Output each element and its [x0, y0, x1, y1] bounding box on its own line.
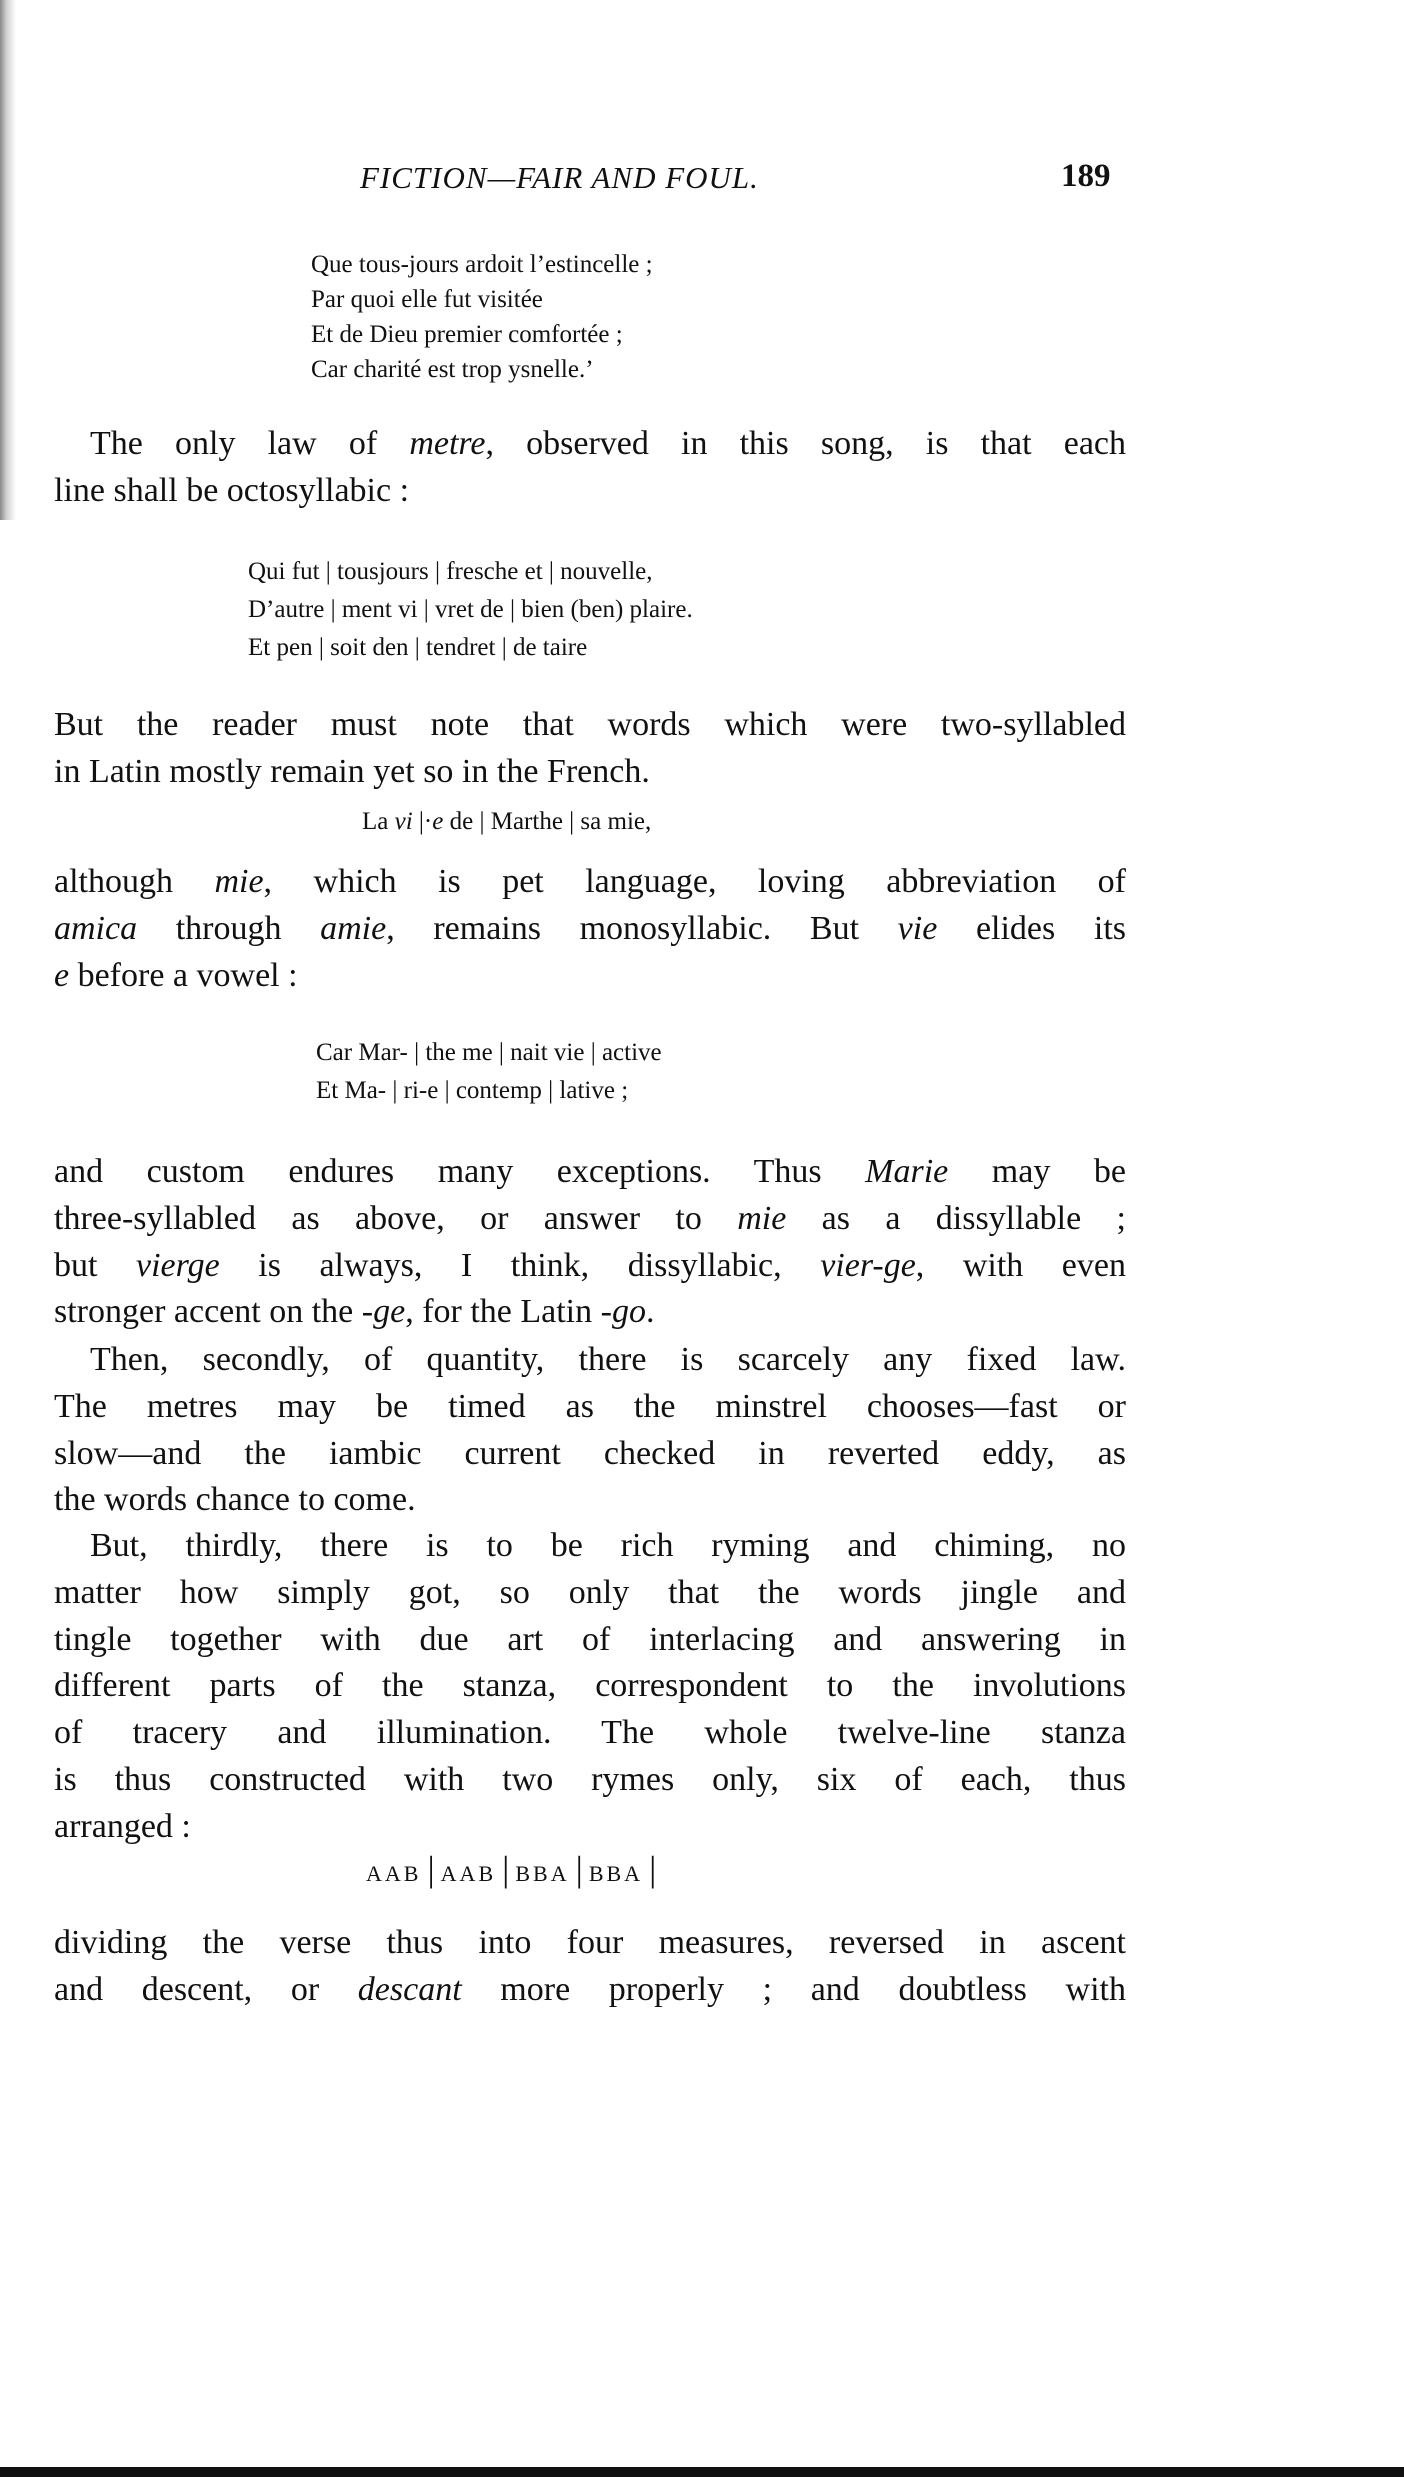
rhyme-measure: BBA — [515, 1861, 570, 1886]
italic-word: -go — [600, 1293, 646, 1331]
text-line: and descent, or descant more properly ; and doubtless with — [54, 1970, 1126, 2008]
scansion-1 — [248, 553, 693, 667]
para-quantity — [54, 1337, 1126, 1524]
verse-line: Par quoi elle fut visitée — [311, 286, 543, 313]
text-line: and custom endures many exceptions. Thus Marie may be — [54, 1153, 1126, 1190]
italic-word: vier-ge — [820, 1246, 916, 1284]
text-line: arranged : — [54, 1807, 191, 1845]
running-title: FICTION—FAIR AND FOUL. — [360, 160, 759, 195]
italic-word: -ge — [361, 1293, 406, 1331]
measure-divider: | — [575, 1849, 583, 1889]
scan-edge-shadow — [0, 0, 16, 520]
italic-word: amica — [54, 909, 138, 947]
para-custom — [54, 1149, 1126, 1336]
text-line: in Latin mostly remain yet so in the French. — [54, 752, 650, 790]
verse-quote — [311, 247, 653, 387]
text-line: matter how simply got, so only that the words jingle and — [54, 1573, 1126, 1611]
para-ryming — [54, 1523, 1126, 1851]
text-line: the words chance to come. — [54, 1481, 416, 1519]
italic-word: Marie — [865, 1153, 949, 1190]
italic-word: mie — [214, 863, 264, 900]
italic-word: amie — [320, 909, 387, 947]
measure-divider: | — [502, 1849, 510, 1889]
text-line: stronger accent on the -ge, for the Latin -go. — [54, 1293, 655, 1331]
italic-word: e — [432, 808, 444, 835]
italic-word: metre — [409, 425, 486, 462]
text-line: but vierge is always, I think, dissyllabic, vier-ge, with even — [54, 1246, 1126, 1284]
verse-line: Et de Dieu premier comfortée ; — [311, 321, 623, 348]
verse-line: Et pen | soit den | tendret | de taire — [248, 634, 588, 661]
verse-line: Qui fut | tousjours | fresche et | nouvelle, — [248, 558, 653, 585]
italic-word: e — [54, 956, 70, 994]
text-line: different parts of the stanza, correspondent to the involutions — [54, 1667, 1126, 1705]
para-metre — [54, 421, 1126, 515]
para-mie — [54, 859, 1126, 999]
text-line: although mie, which is pet language, loving abbreviation of — [54, 863, 1126, 900]
verse-line: La vi |·e de | Marthe | sa mie, — [362, 808, 652, 835]
scan-bottom-edge — [0, 2467, 1404, 2477]
text-line: Then, secondly, of quantity, there is scarcely any fixed law. — [90, 1341, 1126, 1378]
text-line: But the reader must note that words which were two-syllabled — [54, 706, 1126, 743]
italic-word: descant — [357, 1970, 462, 2008]
italic-word: vie — [897, 909, 938, 947]
scansion-2 — [362, 803, 651, 841]
measure-divider: | — [649, 1849, 657, 1889]
text-line: of tracery and illumination. The whole twelve-line stanza — [54, 1714, 1126, 1752]
measure-divider: | — [427, 1849, 435, 1889]
italic-word: vi — [394, 808, 413, 835]
text-line: The only law of metre, observed in this song, is that each — [90, 425, 1126, 462]
text-line: amica through amie, remains monosyllabic. But vie elides its — [54, 909, 1126, 947]
text-line: But, thirdly, there is to be rich ryming and chiming, no — [90, 1527, 1126, 1564]
text-line: e before a vowel : — [54, 956, 298, 994]
italic-word: mie — [737, 1199, 787, 1237]
verse-line: D’autre | ment vi | vret de | bien (ben) plaire. — [248, 596, 693, 623]
text-line: tingle together with due art of interlacing and answering in — [54, 1620, 1126, 1658]
verse-line: Car charité est trop ysnelle.’ — [311, 356, 594, 383]
verse-line: Et Ma- | ri-e | contemp | lative ; — [316, 1077, 629, 1104]
italic-word: vierge — [136, 1246, 220, 1284]
para-reader — [54, 702, 1126, 796]
page-number: 189 — [1061, 158, 1111, 194]
rhyme-measure: BBA — [588, 1861, 644, 1886]
rhyme-measure: AAB — [440, 1861, 497, 1886]
text-line: dividing the verse thus into four measures, reversed in ascent — [54, 1924, 1126, 1961]
text-line: The metres may be timed as the minstrel chooses—fast or — [54, 1387, 1126, 1425]
verse-line: Que tous-jours ardoit l’estincelle ; — [311, 251, 653, 278]
text-line: line shall be octosyllabic : — [54, 471, 410, 509]
rhyme-measure: AAB — [366, 1861, 422, 1886]
verse-line: Car Mar- | the me | nait vie | active — [316, 1039, 662, 1066]
scansion-3 — [316, 1034, 662, 1110]
text-line: is thus constructed with two rymes only, six of each, thus — [54, 1760, 1126, 1798]
para-dividing — [54, 1920, 1126, 2014]
rhyme-scheme — [366, 1848, 662, 1890]
text-line: three-syllabled as above, or answer to mie as a dissyllable ; — [54, 1199, 1126, 1237]
text-line: slow—and the iambic current checked in reverted eddy, as — [54, 1434, 1126, 1472]
